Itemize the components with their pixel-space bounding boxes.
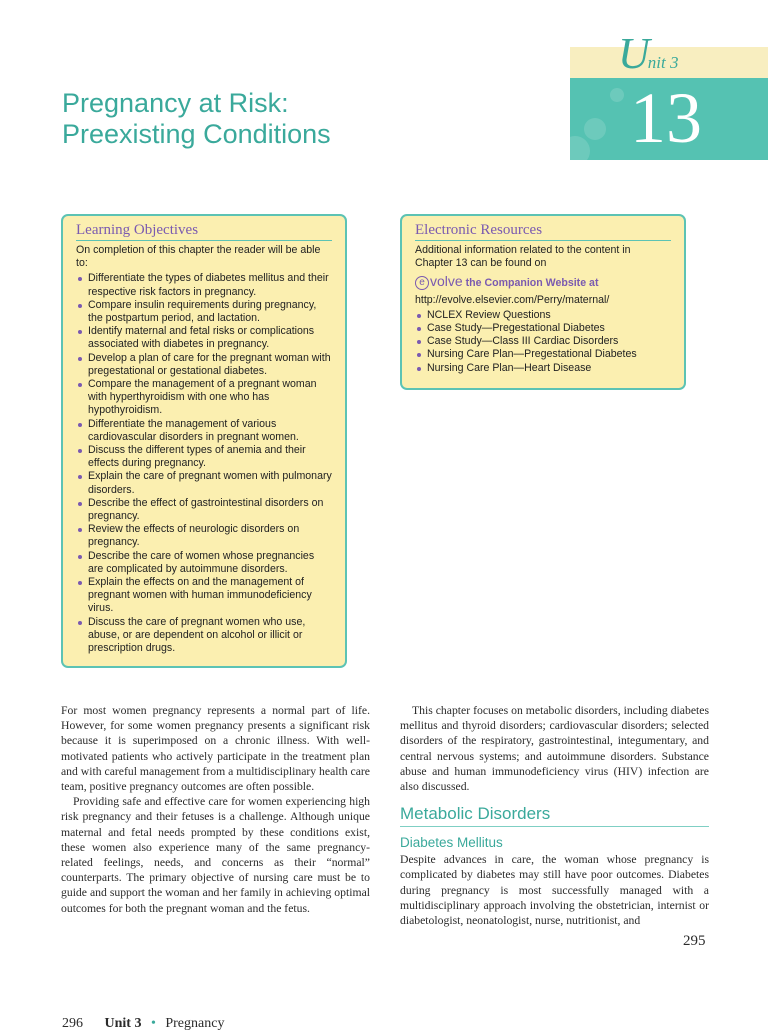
next-page-dot: • <box>150 1016 156 1031</box>
list-item: Compare the management of a pregnant woman with hyperthyroidism with one who has hypothyroidism. <box>76 378 332 418</box>
list-item: Describe the care of women whose pregnancies are complicated by autoimmune disorders. <box>76 550 332 576</box>
learning-objectives-box <box>61 214 347 668</box>
electronic-resources-box <box>400 214 686 390</box>
list-item: Case Study—Pregestational Diabetes <box>415 322 671 335</box>
learning-objectives-intro: On completion of this chapter the reader will be able to: <box>76 244 321 270</box>
body-paragraph: This chapter focuses on metabolic disorders, including diabetes mellitus and thyroid disorders; cardiovascular disorders; selected disorders of the respiratory, gastrointestinal, integumentary, and central nervous systems; and autoimmune disorders. Substance abuse and human immunodeficiency virus (HIV) infection are also discussed. <box>400 704 709 794</box>
page-number: 295 <box>683 933 706 949</box>
chapter-title <box>62 88 331 150</box>
list-item: Compare insulin requirements during pregnancy, the postpartum period, and lactation. <box>76 299 332 325</box>
chapter-title-line1: Pregnancy at Risk: <box>62 88 289 118</box>
list-item: Nursing Care Plan—Pregestational Diabetes <box>415 348 671 361</box>
electronic-resources-heading: Electronic Resources <box>415 222 671 241</box>
evolve-logo-text: volve <box>430 273 463 290</box>
learning-objectives-heading: Learning Objectives <box>76 222 332 241</box>
list-item: Differentiate the types of diabetes mellitus and their respective risk factors in pregnancy. <box>76 272 332 298</box>
evolve-line <box>415 275 671 290</box>
list-item: Case Study—Class III Cardiac Disorders <box>415 335 671 348</box>
body-paragraph: Despite advances in care, the woman whose pregnancy is complicated by diabetes may still have poor outcomes. Diabetes during pregnancy is most successfully managed with a multidisciplinary approach involving the obstetrician, internist or diabetologist, neonatologist, nurse, nutritionist, and <box>400 853 709 928</box>
unit-label-initial: U <box>618 29 650 78</box>
next-page-number: 296 <box>62 1016 83 1031</box>
subsection-heading: Diabetes Mellitus <box>400 835 503 851</box>
electronic-resources-intro: Additional information related to the content in Chapter 13 can be found on <box>415 244 631 270</box>
list-item: NCLEX Review Questions <box>415 309 671 322</box>
next-page-unit: Unit 3 <box>104 1016 142 1031</box>
unit-label-rest: nit 3 <box>647 53 679 72</box>
section-heading: Metabolic Disorders <box>400 804 709 827</box>
next-page-section: Pregnancy <box>165 1016 225 1031</box>
body-column-right <box>400 703 709 928</box>
list-item: Nursing Care Plan—Heart Disease <box>415 362 671 375</box>
chapter-title-line2: Preexisting Conditions <box>62 119 331 149</box>
body-column-left <box>61 703 370 916</box>
list-item: Explain the care of pregnant women with pulmonary disorders. <box>76 470 332 496</box>
body-paragraph: For most women pregnancy represents a normal part of life. However, for some women pregnancy presents a significant risk because it is superimposed on a chronic illness. With well-motivated patients who actively participate in the treatment plan and with careful management from a multidisciplinary health care team, positive pregnancy outcomes are often possible. <box>61 704 370 794</box>
list-item: Discuss the different types of anemia and their effects during pregnancy. <box>76 444 332 470</box>
body-paragraph: Providing safe and effective care for women experiencing high risk pregnancy and their fetuses is a challenge. Although unique maternal and fetal needs prompted by these conditions exist, these women also experience many of the same pregnancy-related feelings, needs, and concerns as their “normal” counterparts. The primary objective of nursing care must be to guide and support the woman and her family in achieving optimal outcomes for both the pregnant woman and the fetus. <box>61 795 370 915</box>
evolve-url-link[interactable]: http://evolve.elsevier.com/Perry/maternal/ <box>415 293 610 306</box>
next-page-header <box>62 1016 224 1032</box>
list-item: Explain the effects on and the management of pregnant women with human immunodeficiency virus. <box>76 576 332 616</box>
list-item: Differentiate the management of various cardiovascular disorders in pregnant women. <box>76 418 332 444</box>
list-item: Develop a plan of care for the pregnant woman with pregestational or gestational diabetes. <box>76 352 332 378</box>
evolve-logo <box>415 273 463 289</box>
chapter-number: 13 <box>630 78 702 158</box>
learning-objectives-list <box>76 272 332 655</box>
list-item: Review the effects of neurologic disorders on pregnancy. <box>76 523 332 549</box>
electronic-resources-list <box>415 309 671 375</box>
evolve-logo-e: e <box>415 276 429 290</box>
evolve-companion-text: the Companion Website at <box>465 277 599 290</box>
list-item: Discuss the care of pregnant women who use, abuse, or are dependent on alcohol or illicit or prescription drugs. <box>76 616 332 656</box>
list-item: Identify maternal and fetal risks or complications associated with diabetes in pregnancy. <box>76 325 332 351</box>
list-item: Describe the effect of gastrointestinal disorders on pregnancy. <box>76 497 332 523</box>
